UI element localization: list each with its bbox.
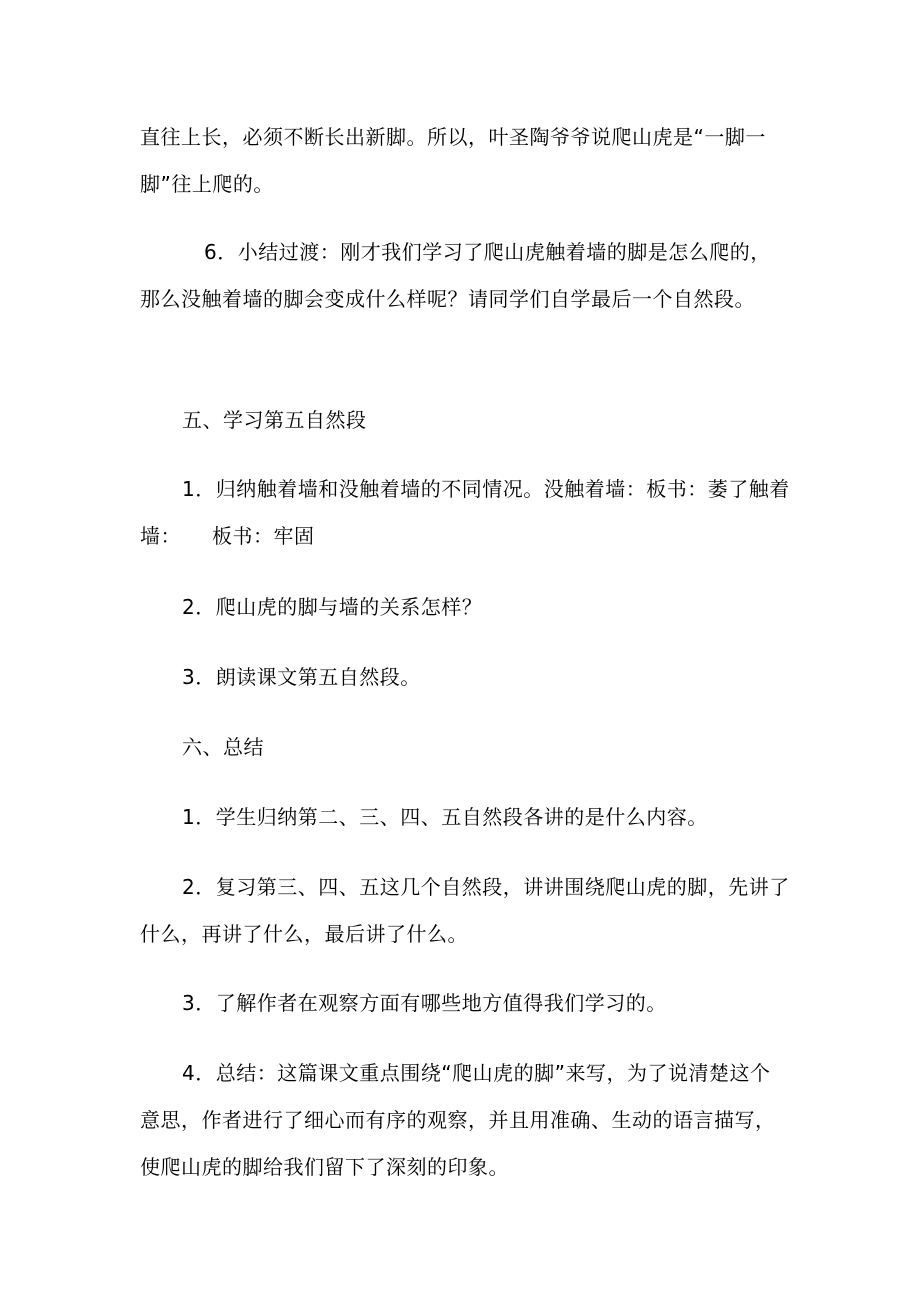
paragraph-six-3: 3．了解作者在观察方面有哪些地方值得我们学习的。: [182, 991, 667, 1015]
paragraph-six-4: 4．总结：这篇课文重点围绕“爬山虎的脚”来写，为了说清楚这个意思，作者进行了细心而有序的观察，并且用准确、生动的语言描写，使爬山虎的脚给我们留下了深刻的印象。: [140, 1061, 776, 1179]
section-heading-six: 六、总结: [182, 735, 264, 759]
paragraph-continuation: 直往上长，必须不断长出新脚。所以，叶圣陶爷爷说爬山虎是“一脚一脚”往上爬的。: [140, 125, 766, 196]
paragraph-six-2: 2．复习第三、四、五这几个自然段，讲讲围绕爬山虎的脚，先讲了什么，再讲了什么，最后讲了什么。: [140, 875, 790, 946]
paragraph-five-1: 1．归纳触着墙和没触着墙的不同情况。没触着墙：板书：萎了触着墙： 板书：牢固: [140, 477, 790, 548]
paragraph-five-2: 2．爬山虎的脚与墙的关系怎样？: [182, 595, 483, 619]
paragraph-five-3: 3．朗读课文第五自然段。: [182, 665, 421, 689]
section-heading-five: 五、学习第五自然段: [182, 408, 367, 432]
paragraph-six-1: 1．学生归纳第二、三、四、五自然段各讲的是什么内容。: [182, 805, 708, 829]
paragraph-summary-transition: 6．小结过渡：刚才我们学习了爬山虎触着墙的脚是怎么爬的，那么没触着墙的脚会变成什么样呢？请同学们自学最后一个自然段。: [140, 240, 771, 311]
